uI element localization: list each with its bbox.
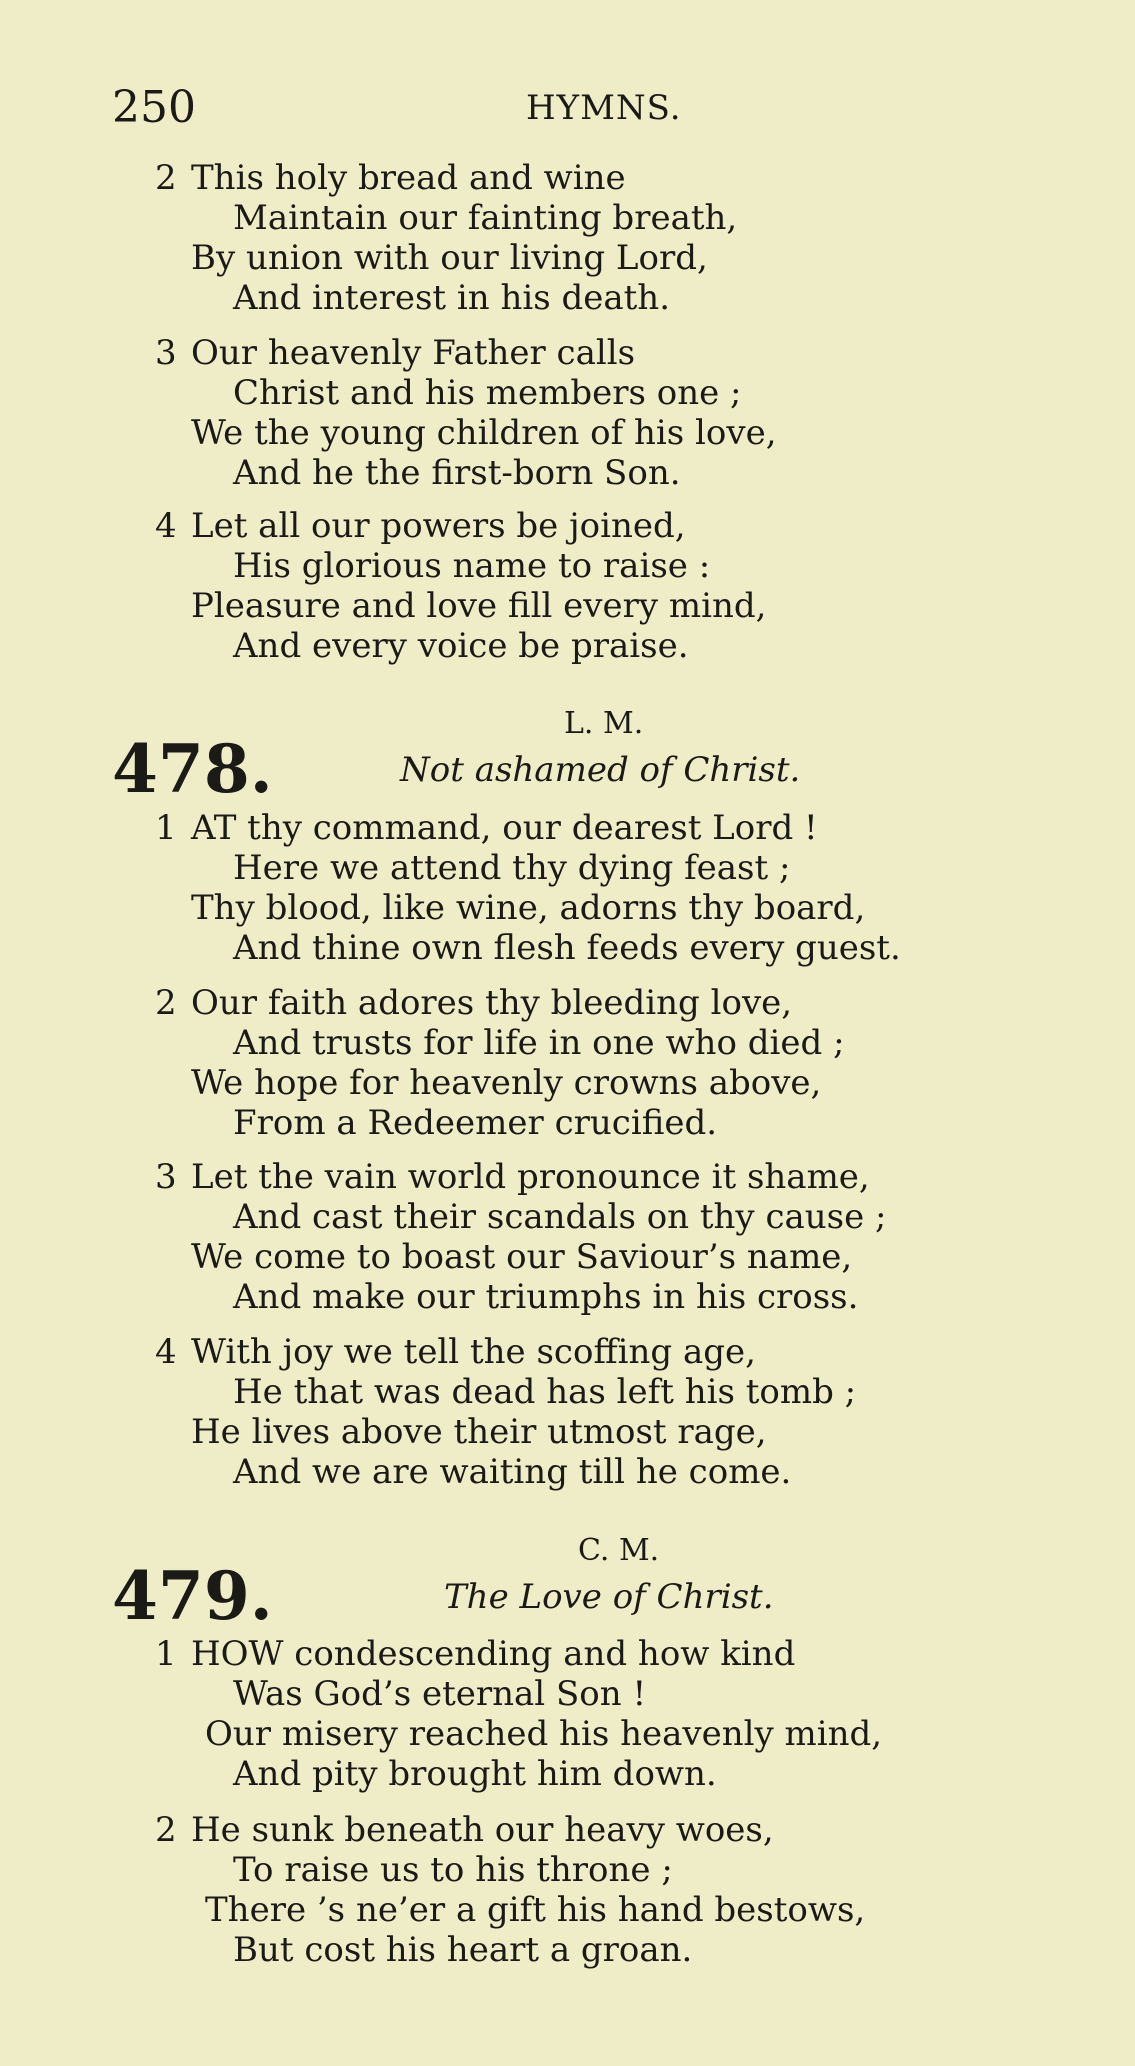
hymn-478-stanza-2 [155, 983, 845, 1143]
stanza-number: 3 [155, 1157, 177, 1197]
stanza-line: And we are waiting till he come. [233, 1452, 792, 1492]
hymn-title: The Love of Christ. [444, 1577, 774, 1617]
stanza-number: 1 [155, 808, 177, 848]
stanza-line: From a Redeemer crucified. [233, 1103, 718, 1143]
stanza-prev-2 [155, 158, 737, 318]
stanza-line: He lives above their utmost rage, [191, 1412, 767, 1452]
stanza-number: 2 [155, 1810, 177, 1850]
stanza-line: And every voice be praise. [233, 626, 689, 666]
stanza-line: We the young children of his love, [191, 413, 777, 453]
stanza-number: 4 [155, 506, 177, 546]
stanza-line: 2 Our faith adores thy bleeding love, [155, 983, 793, 1023]
hymn-478-stanza-4 [155, 1332, 856, 1492]
stanza-line: 2 He sunk beneath our heavy woes, [155, 1810, 774, 1850]
stanza-line: And interest in his death. [233, 278, 671, 318]
page-header [112, 82, 712, 133]
stanza-line: 4 With joy we tell the scoffing age, [155, 1332, 756, 1372]
stanza-line: Christ and his members one ; [233, 373, 742, 413]
stanza-line: By union with our living Lord, [191, 238, 708, 278]
page-number: 250 [112, 82, 196, 133]
stanza-number: 3 [155, 333, 177, 373]
stanza-line: Here we attend thy dying feast ; [233, 848, 791, 888]
hymn-title: Not ashamed of Christ. [400, 750, 801, 790]
stanza-line: And cast their scandals on thy cause ; [233, 1197, 887, 1237]
stanza-line: 2 This holy bread and wine [155, 158, 626, 198]
hymn-meter: C. M. [578, 1533, 660, 1568]
stanza-line: 4 Let all our powers be joined, [155, 506, 686, 546]
stanza-line: 1 HOW condescending and how kind [155, 1634, 796, 1674]
stanza-line: And thine own flesh feeds every guest. [233, 928, 901, 968]
stanza-line: And he the first-born Son. [233, 453, 681, 493]
stanza-line: And trusts for life in one who died ; [233, 1023, 845, 1063]
hymn-478-stanza-3 [155, 1157, 887, 1317]
stanza-number: 4 [155, 1332, 177, 1372]
hymn-479-stanza-1 [155, 1634, 882, 1794]
hymn-478-stanza-1 [155, 808, 901, 968]
stanza-prev-4 [155, 506, 766, 666]
stanza-number: 2 [155, 158, 177, 198]
stanza-prev-3 [155, 333, 777, 493]
stanza-line: We come to boast our Saviour’s name, [191, 1237, 853, 1277]
stanza-line: He that was dead has left his tomb ; [233, 1372, 857, 1412]
stanza-line: Pleasure and love fill every mind, [191, 586, 767, 626]
stanza-line: 3 Our heavenly Father calls [155, 333, 636, 373]
stanza-line: To raise us to his throne ; [233, 1850, 673, 1890]
stanza-number: 2 [155, 983, 177, 1023]
running-title: HYMNS. [526, 88, 682, 128]
stanza-line: Was God’s eternal Son ! [233, 1674, 647, 1714]
stanza-line: 3 Let the vain world pronounce it shame, [155, 1157, 870, 1197]
hymn-479-heading [112, 1533, 1012, 1643]
stanza-line: Our misery reached his heavenly mind, [205, 1714, 883, 1754]
stanza-line: Maintain our fainting breath, [233, 198, 738, 238]
hymn-number: 479. [112, 1557, 273, 1635]
hymn-478-heading [112, 706, 1012, 816]
stanza-line: His glorious name to raise : [233, 546, 711, 586]
stanza-line: There ’s ne’er a gift his hand bestows, [205, 1890, 866, 1930]
hymn-meter: L. M. [564, 706, 644, 741]
hymn-number: 478. [112, 730, 273, 808]
stanza-line: But cost his heart a groan. [233, 1930, 693, 1970]
stanza-line: Thy blood, like wine, adorns thy board, [191, 888, 866, 928]
stanza-line: We hope for heavenly crowns above, [191, 1063, 822, 1103]
stanza-line: And make our triumphs in his cross. [233, 1277, 859, 1317]
stanza-line: 1 AT thy command, our dearest Lord ! [155, 808, 818, 848]
stanza-line: And pity brought him down. [233, 1754, 717, 1794]
hymn-479-stanza-2 [155, 1810, 865, 1970]
stanza-number: 1 [155, 1634, 177, 1674]
